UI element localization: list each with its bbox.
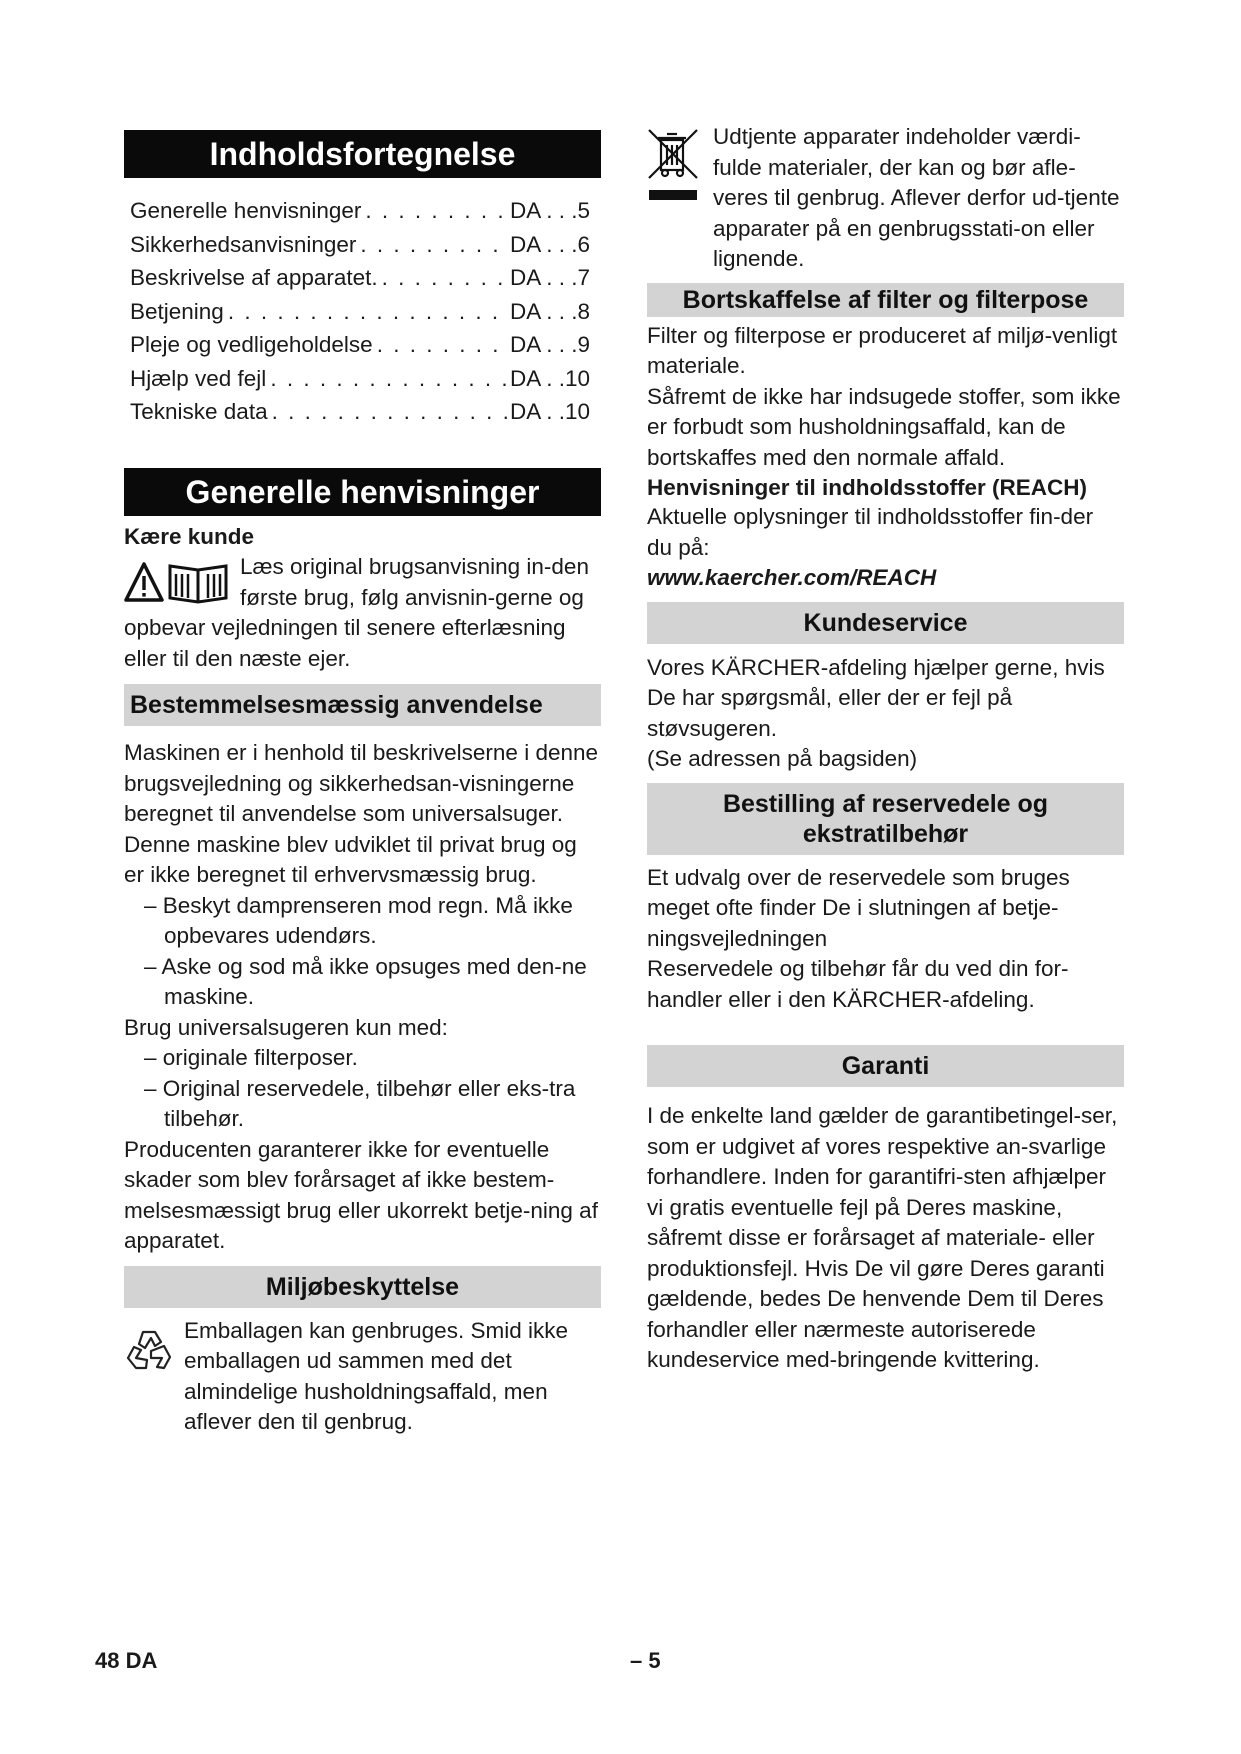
crossed-bin-icon <box>647 128 699 208</box>
reach-text: Aktuelle oplysninger til indholdsstoffer fin-der du på: <box>647 504 1094 560</box>
toc-item[interactable]: Pleje og vedligeholdelse . . . DA . . .9 <box>130 328 590 362</box>
intro-block <box>124 552 601 674</box>
service-heading: Kundeservice <box>647 602 1124 644</box>
environment-heading: Miljøbeskyttelse <box>124 1266 601 1308</box>
reach-link[interactable]: www.kaercher.com/REACH <box>647 565 937 590</box>
left-column <box>124 130 601 1438</box>
parts-p1: Et udvalg over de reservedele som bruges meget ofte finder De i slutningen af betje-ningsvejledningen <box>647 864 1070 951</box>
intended-use-p4: Producenten garanterer ikke for eventuelle skader som blev forårsaget af ikke bestem-melsesmæssigt brug eller ukorrekt betje-ning af apparatet. <box>124 1136 598 1253</box>
toc-item[interactable]: Generelle henvisninger . . . DA . . .5 <box>130 194 590 228</box>
service-p2: (Se adressen på bagsiden) <box>647 746 918 771</box>
list-item: – Original reservedele, tilbehør eller eks-tra tilbehør. <box>144 1075 576 1131</box>
toc-item[interactable]: Betjening . . . DA . . .8 <box>130 295 590 329</box>
intended-use-p3: Brug universalsugeren kun med: <box>124 1014 448 1040</box>
warranty-p1: I de enkelte land gælder de garantibetingel-ser, som er udgivet af vores respektive an-svarlige forhandlere. Inden for garantifri-sten afhjælper vi gratis eventuelle fejl på Deres maskine, såfremt disse er forårsaget af materiale- eller produktionsfejl. Hvis De vil gøre Deres garanti gældende, bedes De henvende Dem til Deres forhandler eller nærmeste autoriserede kundeservice med-bringende kvittering. <box>647 1103 1118 1372</box>
warranty-body <box>647 1101 1124 1376</box>
packaging-block <box>124 1316 601 1438</box>
warning-manual-icon <box>124 556 232 612</box>
recycling-icon <box>124 1326 174 1376</box>
toc-item[interactable]: Tekniske data . . . DA . .10 <box>130 395 590 429</box>
parts-p2: Reservedele og tilbehør får du ved din for-handler eller i den KÄRCHER-afdeling. <box>647 956 1069 1012</box>
disposal-heading: Bortskaffelse af filter og filterpose <box>647 283 1124 317</box>
intended-use-heading: Bestemmelsesmæssig anvendelse <box>124 684 601 726</box>
intended-use-p2: Denne maskine blev udviklet til privat brug og er ikke beregnet til erhvervsmæssig brug. <box>124 831 577 887</box>
intended-use-body <box>124 738 601 1257</box>
weee-block <box>647 122 1124 275</box>
toc-item[interactable]: Beskrivelse af apparatet. . . . DA . . .7 <box>130 261 590 295</box>
right-column <box>647 124 1124 1376</box>
disposal-p1: Filter og filterpose er produceret af miljø-venligt materiale. <box>647 322 1118 378</box>
page-label: 48 DA <box>95 1648 158 1673</box>
service-body <box>647 653 1124 775</box>
table-of-contents <box>130 194 601 429</box>
service-p1: Vores KÄRCHER-afdeling hjælper gerne, hvis De har spørgsmål, eller der er fejl på støvsugeren. <box>647 654 1105 741</box>
disposal-body <box>647 321 1124 594</box>
intended-use-p1: Maskinen er i henhold til beskrivelserne i denne brugsvejledning og sikkerhedsan-visningerne beregnet til anvendelse som universalsuger. <box>124 740 599 826</box>
toc-heading: Indholdsfortegnelse <box>124 130 601 178</box>
dear-customer-heading: Kære kunde <box>124 523 255 549</box>
list-item: – Beskyt damprenseren mod regn. Må ikke opbevares udendørs. <box>144 892 573 948</box>
parts-heading: Bestilling af reservedele og ekstratilbehør <box>647 783 1124 855</box>
page-number: – 5 <box>630 1648 661 1673</box>
list-item: – originale filterposer. <box>144 1045 358 1070</box>
reach-heading: Henvisninger til indholdsstoffer (REACH) <box>647 475 1088 500</box>
parts-body <box>647 863 1124 1016</box>
packaging-text: Emballagen kan genbruges. Smid ikke emballagen ud sammen med det almindelige husholdningsaffald, men aflever den til genbrug. <box>184 1317 568 1434</box>
general-heading: Generelle henvisninger <box>124 468 601 516</box>
disposal-p2: Såfremt de ikke har indsugede stoffer, som ikke er forbudt som husholdningsaffald, kan de bortskaffes med den normale affald. <box>647 383 1121 470</box>
intro-text: Læs original brugsanvisning in-den første brug, følg anvisnin-gerne og opbevar vejledningen til senere efterlæsning eller til den næste ejer. <box>124 554 589 671</box>
list-item: – Aske og sod må ikke opsuges med den-ne maskine. <box>144 953 587 1009</box>
toc-item[interactable]: Sikkerhedsanvisninger . . . DA . . .6 <box>130 228 590 262</box>
warranty-heading: Garanti <box>647 1045 1124 1087</box>
toc-item[interactable]: Hjælp ved fejl . . . DA . .10 <box>130 362 590 396</box>
weee-text: Udtjente apparater indeholder værdi-fulde materialer, der kan og bør afle-veres til genbrug. Aflever derfor ud-tjente apparater på en genbrugsstati-on eller lignende. <box>713 124 1120 271</box>
